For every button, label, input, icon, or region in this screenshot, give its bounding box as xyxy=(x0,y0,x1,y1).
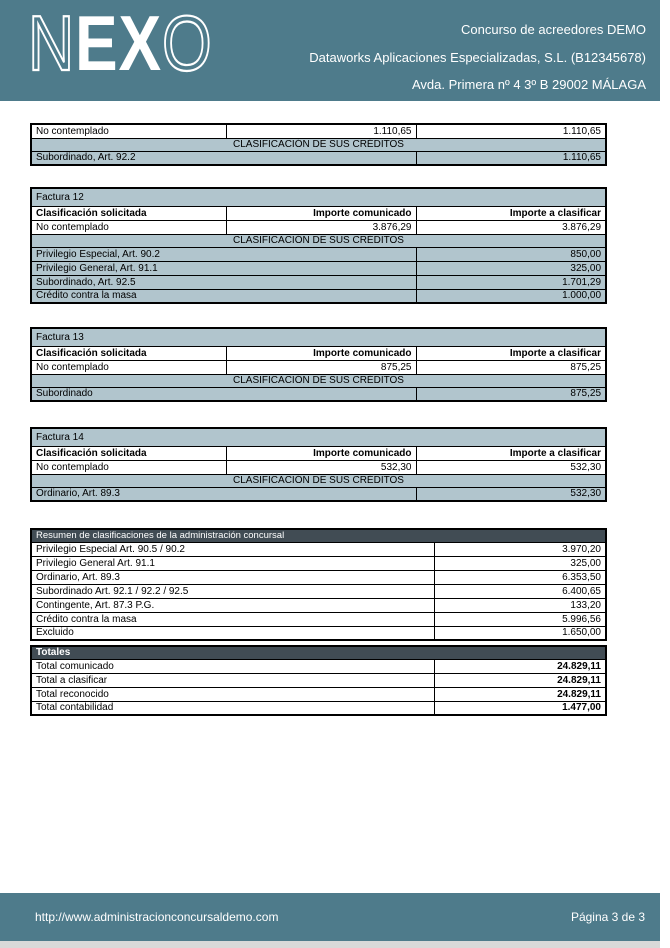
resumen-title-cell: Resumen de clasificaciones de la administración concursal xyxy=(31,529,606,542)
importe-comunicado-cell: 1.110,65 xyxy=(226,124,416,138)
column-header-row xyxy=(31,346,606,360)
col-header-comunicado: Importe comunicado xyxy=(226,206,416,220)
value-cell: 1.477,00 xyxy=(434,701,606,715)
label-cell: Subordinado, Art. 92.5 xyxy=(31,275,416,289)
importe-clasificar-cell: 532,30 xyxy=(416,460,606,474)
label-cell: No contemplado xyxy=(31,220,226,234)
factura-title-row xyxy=(31,188,606,206)
col-header-comunicado: Importe comunicado xyxy=(226,346,416,360)
col-header-clasificar: Importe a clasificar xyxy=(416,206,606,220)
credit-row xyxy=(31,460,606,474)
totales-row xyxy=(31,701,606,715)
label-cell: Total contabilidad xyxy=(31,701,434,715)
value-cell: 6.353,50 xyxy=(434,570,606,584)
clasificacion-row xyxy=(31,275,606,289)
section-row xyxy=(31,138,606,151)
factura-12-table xyxy=(30,187,607,304)
totales-row xyxy=(31,673,606,687)
label-cell: Privilegio Especial, Art. 90.2 xyxy=(31,247,416,261)
page-header xyxy=(0,0,660,101)
col-header-clasificacion: Clasificación solicitada xyxy=(31,446,226,460)
resumen-row xyxy=(31,598,606,612)
nexo-logo xyxy=(28,0,213,87)
section-title-cell: CLASIFICACIÓN DE SUS CRÉDITOS xyxy=(31,138,606,151)
label-cell: Privilegio General, Art. 91.1 xyxy=(31,261,416,275)
value-cell: 532,30 xyxy=(416,487,606,501)
factura-title-cell: Factura 14 xyxy=(31,428,606,446)
value-cell: 133,20 xyxy=(434,598,606,612)
logo-letter-n: N xyxy=(28,0,76,87)
label-cell: Privilegio Especial Art. 90.5 / 90.2 xyxy=(31,542,434,556)
header-line-concurso: Concurso de acreedores DEMO xyxy=(461,22,646,37)
logo-letter-o: O xyxy=(161,0,213,87)
factura-title-row xyxy=(31,428,606,446)
credit-row xyxy=(31,124,606,138)
resumen-row xyxy=(31,542,606,556)
label-cell: Contingente, Art. 87.3 P.G. xyxy=(31,598,434,612)
section-title-cell: CLASIFICACIÓN DE SUS CRÉDITOS xyxy=(31,234,606,247)
page-footer xyxy=(0,893,660,941)
importe-comunicado-cell: 3.876,29 xyxy=(226,220,416,234)
value-cell: 5.996,56 xyxy=(434,612,606,626)
label-cell: No contemplado xyxy=(31,460,226,474)
value-cell: 325,00 xyxy=(434,556,606,570)
value-cell: 24.829,11 xyxy=(434,687,606,701)
totales-table xyxy=(30,645,607,716)
value-cell: 875,25 xyxy=(416,387,606,401)
header-line-address: Avda. Primera nº 4 3º B 29002 MÁLAGA xyxy=(412,77,646,92)
credit-row xyxy=(31,220,606,234)
logo-letters-ex: EX xyxy=(75,0,162,87)
clasificacion-row xyxy=(31,247,606,261)
resumen-row xyxy=(31,570,606,584)
label-cell: Subordinado xyxy=(31,387,416,401)
factura-14-wrap xyxy=(30,427,605,502)
column-header-row xyxy=(31,206,606,220)
label-cell: Total comunicado xyxy=(31,659,434,673)
resumen-title-row xyxy=(31,529,606,542)
label-cell: Total a clasificar xyxy=(31,673,434,687)
label-cell: Privilegio General Art. 91.1 xyxy=(31,556,434,570)
value-cell: 325,00 xyxy=(416,261,606,275)
totales-row xyxy=(31,687,606,701)
resumen-row xyxy=(31,626,606,640)
col-header-comunicado: Importe comunicado xyxy=(226,446,416,460)
value-cell: 1.650,00 xyxy=(434,626,606,640)
section-title-cell: CLASIFICACIÓN DE SUS CRÉDITOS xyxy=(31,474,606,487)
value-cell: 24.829,11 xyxy=(434,659,606,673)
col-header-clasificar: Importe a clasificar xyxy=(416,446,606,460)
factura-title-cell: Factura 13 xyxy=(31,328,606,346)
clasificacion-row xyxy=(31,289,606,303)
factura-13-table xyxy=(30,327,607,402)
label-cell: No contemplado xyxy=(31,360,226,374)
clasificacion-row xyxy=(31,151,606,165)
importe-clasificar-cell: 1.110,65 xyxy=(416,124,606,138)
totales-row xyxy=(31,659,606,673)
factura-14-table xyxy=(30,427,607,502)
label-cell: No contemplado xyxy=(31,124,226,138)
factura-13-wrap xyxy=(30,327,605,402)
factura-title-cell: Factura 12 xyxy=(31,188,606,206)
label-cell: Subordinado Art. 92.1 / 92.2 / 92.5 xyxy=(31,584,434,598)
label-cell: Crédito contra la masa xyxy=(31,289,416,303)
importe-comunicado-cell: 875,25 xyxy=(226,360,416,374)
importe-comunicado-cell: 532,30 xyxy=(226,460,416,474)
value-cell: 3.970,20 xyxy=(434,542,606,556)
label-cell: Subordinado, Art. 92.2 xyxy=(31,151,416,165)
label-cell: Ordinario, Art. 89.3 xyxy=(31,487,416,501)
factura-12-wrap xyxy=(30,187,605,304)
importe-clasificar-cell: 875,25 xyxy=(416,360,606,374)
totales-table-wrap xyxy=(30,645,605,716)
col-header-clasificar: Importe a clasificar xyxy=(416,346,606,360)
value-cell: 1.701,29 xyxy=(416,275,606,289)
section-row xyxy=(31,474,606,487)
label-cell: Ordinario, Art. 89.3 xyxy=(31,570,434,584)
continuation-table-wrap xyxy=(30,123,605,166)
column-header-row xyxy=(31,446,606,460)
label-cell: Crédito contra la masa xyxy=(31,612,434,626)
footer-url[interactable]: http://www.administracionconcursaldemo.com xyxy=(35,910,279,924)
value-cell: 24.829,11 xyxy=(434,673,606,687)
value-cell: 1.000,00 xyxy=(416,289,606,303)
value-cell: 6.400,65 xyxy=(434,584,606,598)
resumen-table-wrap xyxy=(30,528,605,641)
credit-row xyxy=(31,360,606,374)
label-cell: Total reconocido xyxy=(31,687,434,701)
col-header-clasificacion: Clasificación solicitada xyxy=(31,206,226,220)
value-cell: 850,00 xyxy=(416,247,606,261)
value-cell: 1.110,65 xyxy=(416,151,606,165)
resumen-row xyxy=(31,584,606,598)
resumen-row xyxy=(31,612,606,626)
clasificacion-row xyxy=(31,387,606,401)
continuation-table xyxy=(30,123,607,166)
clasificacion-row xyxy=(31,261,606,275)
totales-title-cell: Totales xyxy=(31,646,606,659)
section-title-cell: CLASIFICACIÓN DE SUS CRÉDITOS xyxy=(31,374,606,387)
resumen-table xyxy=(30,528,607,641)
totales-title-row xyxy=(31,646,606,659)
section-row xyxy=(31,374,606,387)
importe-clasificar-cell: 3.876,29 xyxy=(416,220,606,234)
section-row xyxy=(31,234,606,247)
label-cell: Excluido xyxy=(31,626,434,640)
header-text-block xyxy=(309,16,646,99)
clasificacion-row xyxy=(31,487,606,501)
resumen-row xyxy=(31,556,606,570)
footer-bottom-strip xyxy=(0,941,660,948)
factura-title-row xyxy=(31,328,606,346)
col-header-clasificacion: Clasificación solicitada xyxy=(31,346,226,360)
header-line-company: Dataworks Aplicaciones Especializadas, S.L. (B12345678) xyxy=(309,49,646,65)
footer-page-number: Página 3 de 3 xyxy=(570,910,645,924)
